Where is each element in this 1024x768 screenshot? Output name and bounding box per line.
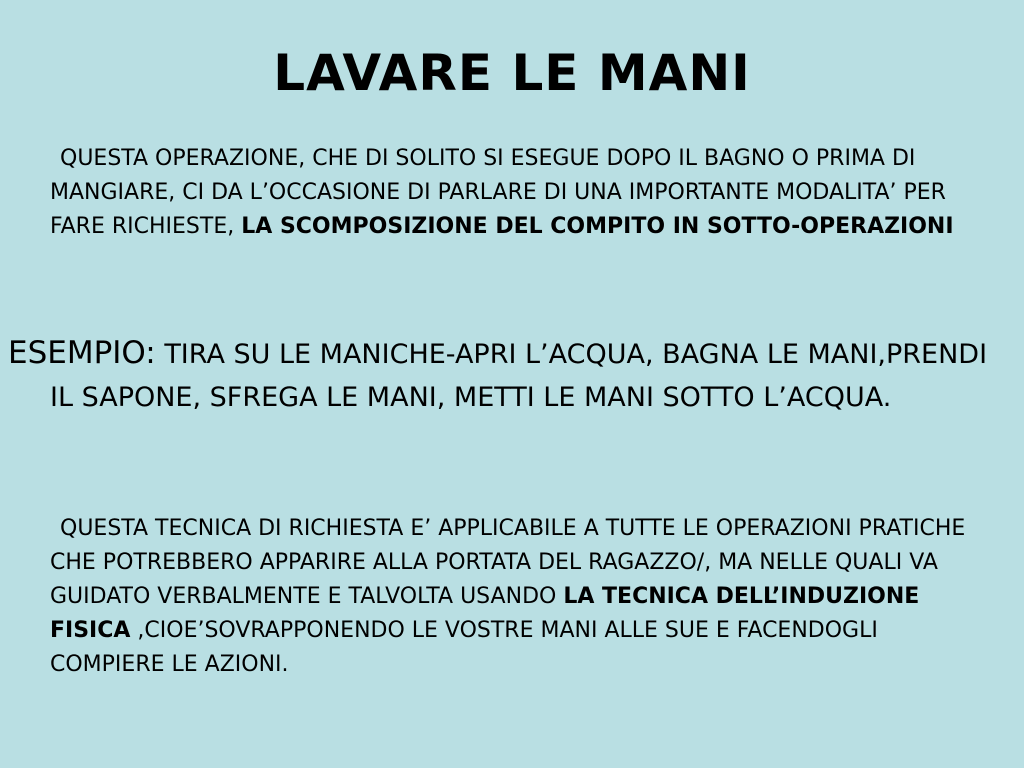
intro-bold-text: LA SCOMPOSIZIONE DEL COMPITO IN SOTTO-OPERAZIONI [241, 214, 954, 239]
technique-bold-text: LA TECNICA DELL’INDUZIONE FISICA [50, 584, 920, 643]
example-text: TIRA SU LE MANICHE-APRI L’ACQUA, BAGNA LE MANI,PRENDI IL SAPONE, SFREGA LE MANI, METTI LE MANI SOTTO L’ACQUA. [50, 339, 988, 413]
intro-paragraph [50, 142, 1000, 244]
technique-text: QUESTA TECNICA DI RICHIESTA E’ APPLICABILE A TUTTE LE OPERAZIONI PRATICHE CHE POTREBBERO APPARIRE ALLA PORTATA DEL RAGAZZO/, MA NELLE QUALI VA GUIDATO VERBALMENTE E TALVOLTA USANDO [50, 516, 966, 609]
example-label: ESEMPIO: [8, 335, 156, 371]
technique-tail-text: ,CIOE’SOVRAPPONENDO LE VOSTRE MANI ALLE SUE E FACENDOGLI COMPIERE LE AZIONI. [50, 618, 878, 677]
example-paragraph [8, 332, 1000, 419]
intro-text: QUESTA OPERAZIONE, CHE DI SOLITO SI ESEGUE DOPO IL BAGNO O PRIMA DI MANGIARE, CI DA L’OCCASIONE DI PARLARE DI UNA IMPORTANTE MODALITA’ PER FARE RICHIESTE, [50, 146, 946, 239]
slide-title: LAVARE LE MANI [273, 44, 751, 102]
technique-paragraph [50, 512, 980, 682]
